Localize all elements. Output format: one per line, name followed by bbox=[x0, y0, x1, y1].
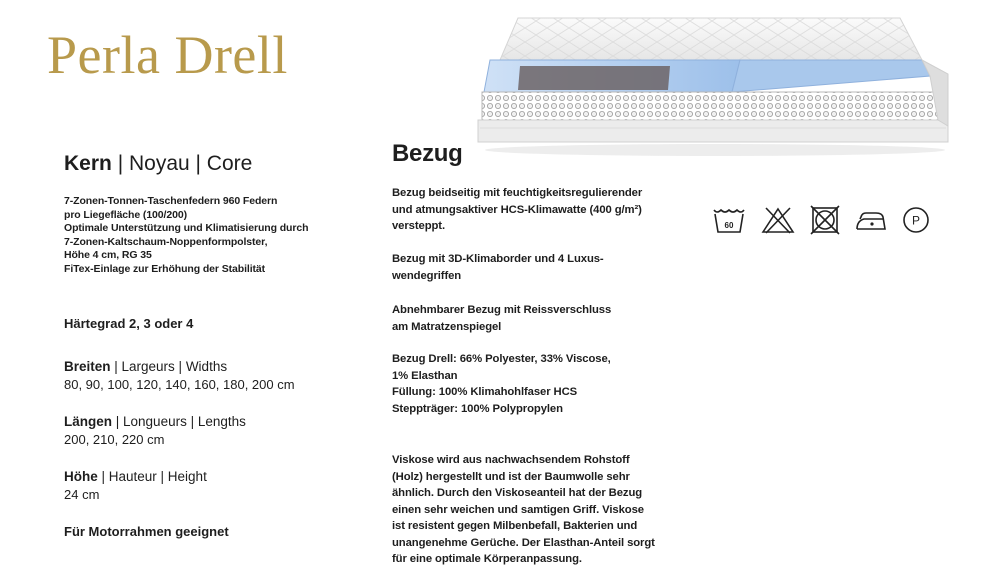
no-bleach-icon bbox=[760, 206, 796, 234]
wash-temp-label: 60 bbox=[724, 221, 734, 230]
no-tumble-dry-icon bbox=[810, 205, 840, 235]
kern-description: 7-Zonen-Tonnen-Taschenfedern 960 Federn pro Liegefläche (100/200) Optimale Unterstützung und Klimatisierung durch 7-Zonen-Kaltschaum-Noppenformpolster, Höhe 4 cm, RG 35 FiTex-Einlage zur Erhöhung der Stabilität bbox=[64, 195, 309, 275]
kern-heading: Kern | Noyau | Core bbox=[64, 152, 253, 175]
motorrahmen-text: Für Motorrahmen geeignet bbox=[64, 524, 229, 539]
laengen-value: 200, 210, 220 cm bbox=[64, 432, 165, 447]
bezug-heading: Bezug bbox=[392, 140, 463, 167]
care-symbols bbox=[712, 205, 930, 235]
laengen-heading: Längen | Longueurs | Lengths bbox=[64, 414, 246, 429]
bezug-paragraph-1: Bezug beidseitig mit feuchtigkeitsregulierender und atmungsaktiver HCS-Klimawatte (400 g/m²) versteppt. bbox=[392, 187, 643, 232]
bezug-paragraph-3: Abnehmbarer Bezug mit Reissverschluss am Matratzenspiegel bbox=[392, 304, 612, 333]
haertegrad-text: Härtegrad 2, 3 oder 4 bbox=[64, 316, 194, 331]
dry-clean-label: P bbox=[911, 213, 921, 228]
page-title: Perla Drell bbox=[47, 25, 288, 85]
mattress-cutaway-illustration bbox=[470, 14, 960, 164]
bezug-paragraph-4: Bezug Drell: 66% Polyester, 33% Viscose, 1% Elasthan Füllung: 100% Klimahohlfaser HCS Steppträger: 100% Polypropylen bbox=[392, 353, 611, 415]
breiten-value: 80, 90, 100, 120, 140, 160, 180, 200 cm bbox=[64, 377, 295, 392]
iron-low-icon bbox=[854, 207, 888, 233]
bezug-paragraph-5: Viskose wird aus nachwachsendem Rohstoff (Holz) hergestellt und ist der Baumwolle sehr ähnlich. Durch den Viskoseanteil hat der Bezug einen sehr weichen und samtigen Griff. Viskose ist resistent gegen Milbenbefall, Bakterien und unangenehme Gerüche. Der Elasthan-Anteil sorgt für eine optimale Körperanpassung. bbox=[392, 454, 655, 565]
hoehe-value: 24 cm bbox=[64, 487, 100, 502]
bezug-paragraph-2: Bezug mit 3D-Klimaborder und 4 Luxus- wendegriffen bbox=[392, 253, 604, 282]
hoehe-heading: Höhe | Hauteur | Height bbox=[64, 469, 207, 484]
breiten-heading: Breiten | Largeurs | Widths bbox=[64, 359, 228, 374]
dry-clean-p-icon bbox=[902, 206, 930, 234]
wash-60-icon bbox=[712, 206, 746, 234]
